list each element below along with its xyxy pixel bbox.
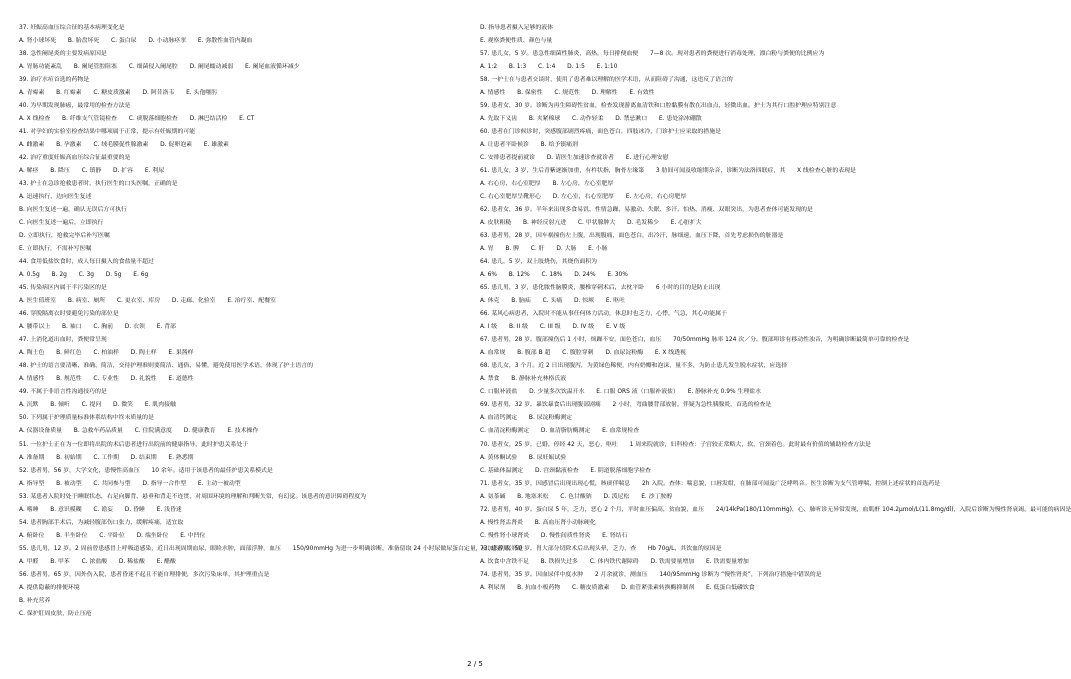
question-line: 56. 患者男，65 岁，因外伤入院，患者昏迷不起且不能自理排便，多次污染床单，其护理重点是 (19, 571, 270, 578)
question-line: C. 慢性肾小球肾炎 D. 慢性间质性肾炎 E. 肾结石 (480, 532, 628, 539)
question-line: A. 准备期 B. 初始期 C. 工作期 D. 结束期 E. 熟悉期 (19, 454, 194, 461)
question-line: 40. 为早期发现肺癌，最常用的检查方法是 (19, 103, 131, 110)
question-line: A. X 线检查 B. 纤维支气管镜检查 C. 痰脱落细胞检查 D. 淋巴结活检 E. CT (19, 116, 255, 123)
question-line: E. 观察粪便性质、颜色与量 (480, 38, 553, 45)
question-line: A. 饮食中含铁不足 B. 铁损失过多 C. 体内铁代谢障碍 D. 铁需要量增加 E. 铁需要量增加 (480, 558, 749, 565)
question-line: 37. 妊娠高血压综合征的基本病理变化是 (19, 25, 125, 31)
question-line: 49. 不属于非语言性沟通技巧的是 (19, 389, 107, 396)
question-line: A. 腰带以上 B. 袖口 C. 胸前 D. 衣领 E. 背部 (19, 324, 176, 331)
question-line: 62. 患者女，36 岁。半年来出现多食易饥、性情急躁、易激动、失眠、多汗、怕热、消瘦、双眼突出，为患者查体可能发现的是 (480, 207, 813, 214)
question-line: 47. 上消化道出血时，粪便常呈现 (19, 337, 107, 344)
question-line: 60. 患者在门诊候诊时，突感腹部剧烈疼痛，面色苍白，四肢冰冷，门诊护士应采取的措施是 (480, 129, 721, 136)
question-line: A. 1:2 B. 1:3 C. 1:4 D. 1:5 E. 1:10 (480, 64, 618, 71)
question-line: 48. 护士的语言要清晰、准确、简洁，交待护理准则要简洁、通俗、易懂，避免使用医学术语，体现了护士语言的 (19, 363, 313, 370)
question-line: A. 先取下义齿 B. 夹紧棉球 C. 动作轻柔 D. 禁忌漱口 E. 患处涂冰硼散 (480, 116, 702, 123)
question-line: C. 基础体温测定 D. 宫颈黏液检查 E. 阴道脱落细胞学检查 (480, 467, 651, 474)
question-line: C. 保护肛周皮肤，防止压疮 (19, 610, 92, 617)
question-line: 42. 治疗重度妊娠高血压综合征最重要的是 (19, 155, 131, 162)
question-line: A. 陶土色 B. 鲜红色 C. 柏油样 D. 陶土样 E. 果酱样 (19, 350, 194, 357)
question-line: A. 血常规 B. 腹部 B 超 C. 腹腔穿刺 D. 血尿淀粉酶 E. X 线透视 (480, 350, 686, 357)
right-column (480, 22, 1071, 595)
question-line: 65. 患儿男，3 岁，患化脓性脑膜炎，腰椎穿刺术后，去枕平卧 6 小时的目的是防止出现 (480, 285, 721, 292)
question-line: A. 情感性 B. 规范性 C. 专业性 D. 礼貌性 E. 道德性 (19, 376, 194, 383)
question-line: A. 沉默 B. 倾听 C. 提问 D. 微笑 E. 肌肉接触 (19, 402, 176, 409)
question-line: D. 立即执行，抢救完毕后补写医嘱 (19, 233, 110, 240)
question-line: A. 解痉 B. 降压 C. 镇静 D. 扩容 E. 利尿 (19, 168, 165, 175)
question-line: 67. 患者男，28 岁。腹部撞伤后 1 小时，烦躁不安，面色苍白，血压 70/50mmHg 脉率 124 次／分，腹部叩诊有移动性浊音，为明确诊断最简单可靠的检查是 (480, 337, 910, 344)
question-line: A. 胃 B. 脾 C. 肝 D. 大肠 E. 小肠 (480, 246, 608, 253)
question-line: 41. 对孕妇的实验室检查结果中哪项属于正常，提示有妊娠期的可能 (19, 129, 196, 136)
question-line: A. 甲醛 B. 甲苯 C. 浓盐酸 D. 稀盐酸 E. 醋酸 (19, 558, 176, 565)
question-line: A. 胃肠功能紊乱 B. 阑尾管腔阻塞 C. 细菌侵入阑尾腔 D. 阑尾蠕动减弱 E. 阑尾血液循环减少 (19, 64, 300, 71)
question-line: A. 皮肤粗糙 B. 神经反射亢进 C. 甲状腺肿大 D. 毛发稀少 E. 心脏扩大 (480, 220, 702, 227)
question-line: 63. 患者男，28 岁，因车祸撞伤左上腹，出现腹痛，面色苍白，出冷汗，脉细速，血压下降，首先考虑损伤的脏器是 (480, 233, 784, 240)
question-line: A. 嗜睡 B. 意识模糊 C. 谵妄 D. 昏睡 E. 浅昏迷 (19, 506, 182, 513)
question-line: A. 6% B. 12% C. 18% D. 24% E. 30% (480, 272, 628, 279)
question-line: A. 雌激素 B. 孕激素 C. 绒毛膜促性腺激素 D. 促卵泡素 E. 雄激素 (19, 142, 229, 149)
question-line: 64. 患儿，5 岁，双上肢烧伤，其烧伤面积为 (480, 259, 598, 266)
question-line: A. 俯卧位 B. 半坐卧位 C. 平卧位 D. 端坐卧位 E. 中凹位 (19, 532, 206, 539)
question-line: 72. 患者男，40 岁。蛋白尿 5 年，乏力，恶心 2 个月，平时血压偏高，贫血貌，血压 24/14kPa(180/110mmHg)，心、肺听诊无异常发现，血肌酐 104.2μmol/L(11.8mg/dl)，入院后诊断为慢性肾衰竭。最可能的病因是 (480, 506, 1071, 513)
question-line: A. 医生值班室 B. 病室、厕所 C. 更衣室、库房 D. 走廊、化验室 E. 治疗室、配餐室 (19, 298, 277, 305)
question-line: B. 向医生复述一遍，确认无误后方可执行 (19, 207, 127, 214)
question-line: A. 禁食 B. 静脉补充林格氏液 (480, 376, 567, 383)
question-line: 70. 患者女，25 岁，已婚。停经 42 天，恶心，呕吐 1 周来院就诊，妇科检查：子宫较正常略大，软，宫颈着色。此时最有价值的辅助检查方法是 (480, 441, 871, 448)
question-line: A. 提供隐蔽的排便环境 (19, 584, 80, 591)
question-line: A. 仪器设备质量 B. 急救车药品质量 C. 住院满意度 D. 健康教育 E. 技术操作 (19, 428, 259, 435)
question-line: A. 迅速执行，边向医生复述 (19, 194, 92, 201)
question-line: 69. 患者男，32 岁。暴饮暴食后出现腹部剧痛 2 小时，弯曲腰背部放射，伴疑为急性胰腺炎，首选的检查是 (480, 402, 772, 409)
question-line: 55. 患儿男，12 岁。2 周前曾患感冒上呼吸道感染，近日出现周期血尿，眼睑水肿，面部浮肿，血压 150/90mmHg 为进一步明确诊断，准备留取 24 小时尿做尿蛋白定量，应加的防腐剂是 (19, 545, 523, 552)
question-line: A. 休克 B. 脑疝 C. 头痛 D. 惊厥 E. 呕吐 (480, 298, 626, 305)
question-line: 61. 患儿女，3 岁，生后青紫逐渐加重，有杵状指，胸骨左缘第 3 肋间可闻及收缩期杂音，诊断为法洛四联症，其 X 线检查心脏的表现是 (480, 168, 856, 175)
page-number: 2 / 5 (467, 660, 483, 668)
question-line: A. 右心房，右心室肥厚 B. 左心房，左心室肥厚 (480, 181, 614, 188)
question-line: A. 黄体酮试验 B. 尿妊娠试验 (480, 454, 567, 461)
question-line: 74. 患者男，35 岁。因血尿伴中度水肿 2 月余就诊，测血压 140/95mmHg 诊断为 “慢性肾炎”，下列治疗措施中错误的是 (480, 571, 822, 578)
question-line: A. 情感性 B. 保密性 C. 规范性 D. 理解性 E. 有效性 (480, 90, 655, 97)
question-line: 54. 患者胸部手术后，为减轻腹部伤口张力，缓解疼痛，适宜取 (19, 519, 184, 526)
question-line: D. 指导患者摄入足够的液体 (480, 25, 554, 31)
question-line: A. 青霉素 B. 红霉素 C. 糖皮质激素 D. 阿昔洛韦 E. 头孢噻肟 (19, 90, 218, 97)
question-line: C. 口服补液盐 D. 少量多次饮温开水 E. 口服 ORS 液（口服补液盐） E. 静脉补充 0.9% 生理盐水 (480, 389, 761, 396)
question-line: 71. 患者女，35 岁，因感冒后出现出现心慌，咳痰伴喘息 2h 入院。查体：喘息貌，口唇发绀，在肺部可闻及广泛哮鸣音。医生诊断为支气管哮喘，控制上述症状的首选药是 (480, 480, 940, 487)
question-line: A. 利尿剂 B. 抗血小板药物 C. 糖皮质激素 D. 血管紧张素转换酶抑制剂 E. 低蛋白低磷饮食 (480, 584, 755, 591)
question-line: A. 血清钙测定 B. 尿淀粉酶测定 (480, 415, 573, 422)
question-line: 51. 一位护士正在为一位即将出院的术后患者进行出院前的健康指导，此时护患关系处于 (19, 441, 249, 448)
question-line: A. 慢性肾盂肾炎 B. 高血压肾小动脉硬化 (480, 519, 596, 526)
question-line: 46. 穿脱隔离衣时要避免污染的部位是 (19, 311, 119, 318)
question-line: 45. 传染病区内属于半污染区的是 (19, 285, 107, 292)
question-line: A. 指导型 B. 被动型 C. 共同参与型 D. 指导一合作型 E. 主动一被动型 (19, 480, 241, 487)
question-line: 68. 患儿女，3 个月。近 2 日出现腹泻，为黄绿色稀便，内有奶瓣和泡沫，量不多，为防止患儿发生脱水症状，应选择 (480, 363, 788, 370)
question-line: B. 补充营养 (19, 597, 51, 604)
question-line: A. 让患者平卧候诊 B. 给予镇痛剂 (480, 142, 578, 149)
question-line: C. 血清淀粉酶测定 D. 血清脂肪酶测定 E. 血常规检查 (480, 428, 640, 435)
question-line: 43. 护士在急诊抢救患者时，执行医生的口头医嘱，正确的是 (19, 181, 178, 188)
question-line: 53. 某患者入院时处于睡眠状态，右足向脚背、悬垂和背走不连贯，对周围环境的理解和判断失常，有幻觉。该患者的意识障碍程度为 (19, 493, 367, 500)
question-line: 57. 患儿女，5 岁。患急性细菌性肺炎，高热，每日排便血便 7—8 次。现对患者的粪便进行消毒处理，漂白粉与粪便的比例应为 (480, 51, 825, 58)
question-line: A. 肾小球坏死 B. 胎盘坏死 C. 蛋白尿 D. 小动脉痉挛 E. 弥散性血管内凝血 (19, 38, 253, 45)
question-line: 59. 患者女，30 岁。诊断为再生障碍性贫血，检查发现游离血清铁和口腔黏膜有散在出血点，轻微出血。护士为其行口腔护理应特别注意 (480, 103, 837, 110)
question-line: 73. 患者男，50 岁。胃大部分切除术后出现头晕，乏力，查 Hb 70g/L，其饮血的原因是 (480, 545, 722, 552)
question-line: C. 向医生复述一遍后，立即执行 (19, 220, 104, 227)
question-line: C. 安排患者提前就诊 D. 请医生加速诊查就诊者 E. 进行心理安慰 (480, 155, 669, 162)
question-line: A. I 级 B. II 级 C. III 级 D. IV 级 E. V 级 (480, 324, 626, 331)
question-line: A. 氨茶碱 B. 地塞米松 C. 色甘酸钠 D. 泼尼松 E. 沙丁胺醇 (480, 493, 673, 500)
question-line: A. 0.5g B. 2g C. 3g D. 5g E. 6g (19, 272, 149, 279)
question-line: 44. 食用低盐饮食时，成人每日摄入的食盐量不超过 (19, 259, 154, 266)
question-line: 66. 某风心病患者，入院时不能从事任何体力活动，休息时也乏力，心悸，气急，其心功能属于 (480, 311, 727, 318)
question-line: 52. 患者男，56 岁，大学文化，患慢性高血压 10 余年。适用于该患者的最佳护患关系模式是 (19, 467, 273, 474)
question-line: 58. 一护士在与患者交谈时，使用了患者难以理解的医学术语，从而阻碍了沟通，这违反了语言的 (480, 77, 733, 84)
question-line: C. 右心室肥厚呈靴形心 D. 左心室，右心室肥厚 E. 左心房，右心房肥厚 (480, 194, 687, 201)
question-line: E. 立即执行，不需补写医嘱 (19, 246, 92, 253)
question-line: 50. 下列属于护理质量标准体系结构中终末质量的是 (19, 415, 154, 422)
question-line: 39. 治疗水痘首选的药物是 (19, 77, 90, 84)
question-line: 38. 急性阑尾炎的主要发病原因是 (19, 51, 107, 58)
